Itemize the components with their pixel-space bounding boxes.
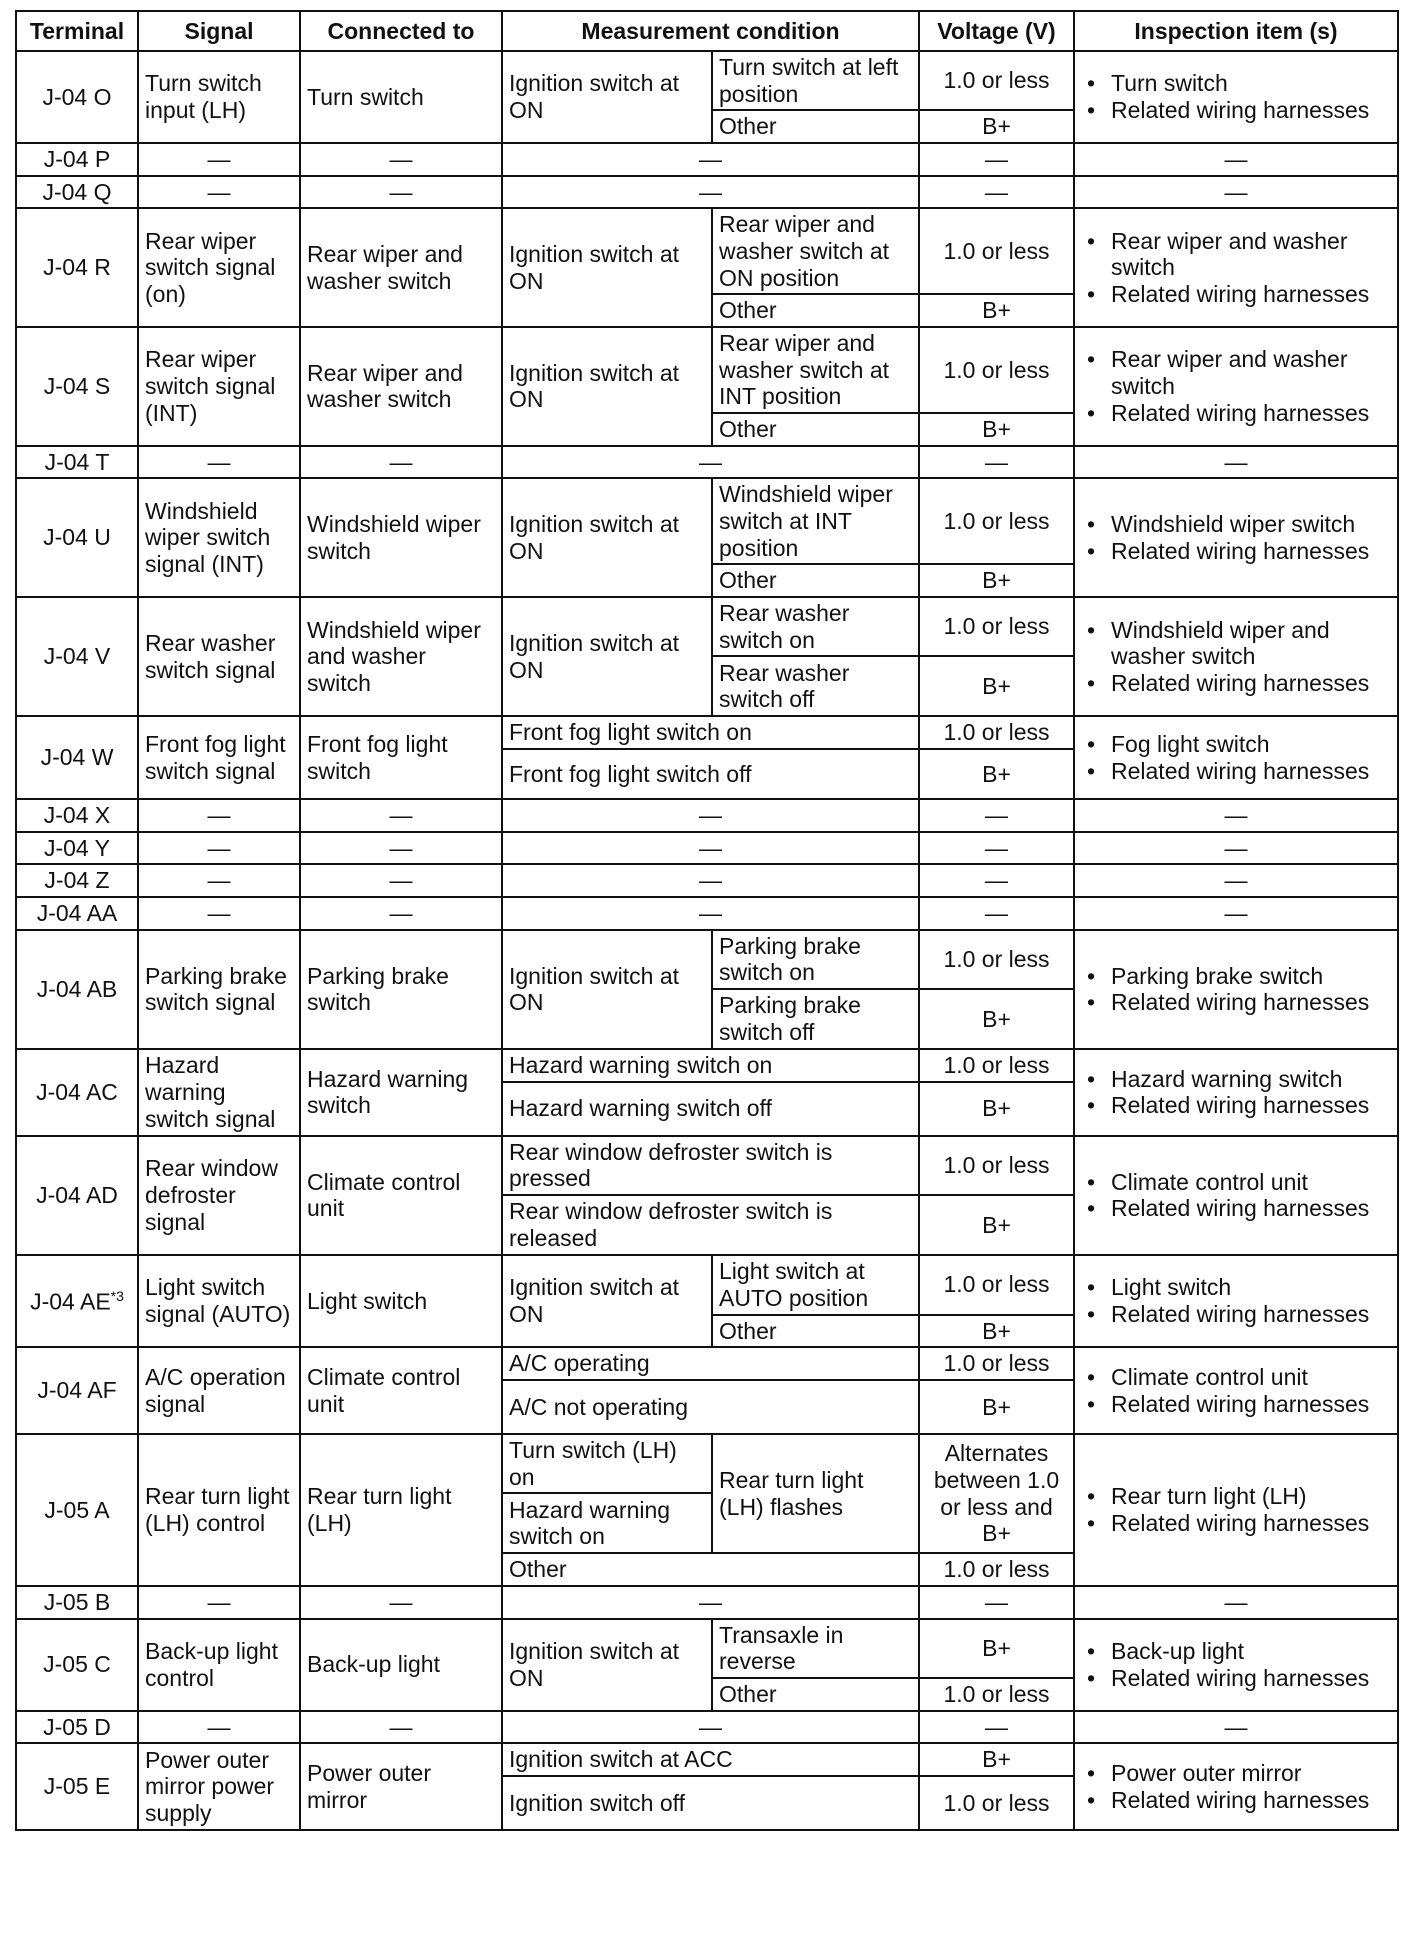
terminal-cell [16,1255,138,1347]
connected-to-cell: Rear turn light (LH) [300,1434,502,1586]
voltage-cell: 1.0 or less [919,208,1074,294]
header-terminal: Terminal [16,11,138,51]
table-row [16,176,1398,209]
table-row [16,1619,1398,1678]
inspection-item: • Climate control unit [1111,1169,1391,1196]
table-row [16,327,1398,413]
table-row [16,897,1398,930]
signal-cell: Windshield wiper switch signal (INT) [138,478,300,597]
dash-cell: — [919,1586,1074,1619]
connected-to-cell: Rear wiper and washer switch [300,327,502,446]
dash-cell: — [502,176,919,209]
inspection-item: • Windshield wiper and washer switch [1111,617,1391,670]
signal-cell: A/C operation signal [138,1347,300,1434]
condition-cell: Front fog light switch on [502,716,919,749]
inspection-item: • Related wiring harnesses [1111,1510,1391,1537]
dash-cell: — [138,832,300,865]
terminal-cell: J-04 AB [16,930,138,1049]
condition-cell: Other [712,1678,919,1711]
dash-cell: — [502,446,919,479]
inspection-list [1081,346,1391,426]
voltage-cell: Alternates between 1.0 or less and B+ [919,1434,1074,1553]
table-row [16,1743,1398,1776]
table-row [16,1347,1398,1380]
condition-main-cell: Ignition switch at ON [502,930,712,1049]
dash-cell: — [1074,446,1398,479]
terminal-cell: J-05 E [16,1743,138,1830]
connected-to-cell: Power outer mirror [300,1743,502,1830]
connected-to-cell: Light switch [300,1255,502,1347]
terminal-footnote: *3 [110,1287,124,1304]
dash-cell: — [138,1586,300,1619]
dash-cell: — [300,446,502,479]
terminal-cell: J-05 B [16,1586,138,1619]
voltage-cell: 1.0 or less [919,327,1074,413]
table-row [16,1434,1398,1493]
inspection-item: • Related wiring harnesses [1111,1301,1391,1328]
condition-cell: Hazard warning switch on [502,1049,919,1082]
condition-cell: Rear window defroster switch is released [502,1195,919,1255]
connected-to-cell: Back-up light [300,1619,502,1711]
inspection-list [1081,70,1391,123]
signal-cell: Light switch signal (AUTO) [138,1255,300,1347]
voltage-cell: 1.0 or less [919,930,1074,989]
table-row [16,597,1398,656]
terminal-cell: J-04 U [16,478,138,597]
inspection-cell [1074,1049,1398,1136]
dash-cell: — [138,143,300,176]
dash-cell: — [919,832,1074,865]
connected-to-cell: Windshield wiper switch [300,478,502,597]
dash-cell: — [300,143,502,176]
inspection-list [1081,1364,1391,1417]
condition-cell: Parking brake switch off [712,989,919,1049]
signal-cell: Rear window defroster signal [138,1136,300,1255]
dash-cell: — [138,864,300,897]
voltage-cell: B+ [919,110,1074,143]
condition-cell: A/C not operating [502,1380,919,1434]
inspection-cell [1074,51,1398,143]
inspection-item: • Light switch [1111,1274,1391,1301]
connected-to-cell: Climate control unit [300,1347,502,1434]
voltage-cell: B+ [919,1315,1074,1348]
condition-cell: Transaxle in reverse [712,1619,919,1678]
condition-cell: Hazard warning switch off [502,1082,919,1136]
inspection-item: • Rear wiper and washer switch [1111,228,1391,281]
voltage-cell: B+ [919,989,1074,1049]
dash-cell: — [300,799,502,832]
terminal-cell: J-04 P [16,143,138,176]
dash-cell: — [300,897,502,930]
inspection-item: • Hazard warning switch [1111,1066,1391,1093]
condition-cell: Windshield wiper switch at INT position [712,478,919,564]
inspection-item: • Related wiring harnesses [1111,400,1391,427]
inspection-cell [1074,1255,1398,1347]
condition-cell: Other [712,110,919,143]
terminal-cell: J-04 Q [16,176,138,209]
signal-cell: Rear wiper switch signal (on) [138,208,300,327]
dash-cell: — [1074,864,1398,897]
dash-cell: — [919,897,1074,930]
voltage-cell: B+ [919,413,1074,446]
header-row [16,11,1398,51]
connected-to-cell: Turn switch [300,51,502,143]
voltage-cell: B+ [919,1380,1074,1434]
connected-to-cell: Parking brake switch [300,930,502,1049]
dash-cell: — [300,176,502,209]
dash-cell: — [138,446,300,479]
voltage-cell: 1.0 or less [919,478,1074,564]
inspection-list [1081,731,1391,784]
voltage-cell: 1.0 or less [919,1049,1074,1082]
signal-cell: Rear wiper switch signal (INT) [138,327,300,446]
header-voltage: Voltage (V) [919,11,1074,51]
dash-cell: — [138,1711,300,1744]
table-row [16,864,1398,897]
terminal-cell: J-04 AA [16,897,138,930]
dash-cell: — [919,1711,1074,1744]
condition-cell: Rear wiper and washer switch at ON position [712,208,919,294]
connected-to-cell: Windshield wiper and washer switch [300,597,502,716]
table-row [16,799,1398,832]
table-row [16,208,1398,294]
inspection-item: • Parking brake switch [1111,963,1391,990]
inspection-list [1081,1169,1391,1222]
inspection-item: • Power outer mirror [1111,1760,1391,1787]
condition-cell: Light switch at AUTO position [712,1255,919,1314]
dash-cell: — [1074,832,1398,865]
condition-cell: Turn switch (LH) on [502,1434,712,1493]
inspection-item: • Related wiring harnesses [1111,989,1391,1016]
voltage-cell: B+ [919,1082,1074,1136]
dash-cell: — [1074,1586,1398,1619]
condition-main-cell: Ignition switch at ON [502,208,712,327]
inspection-item: • Rear wiper and washer switch [1111,346,1391,399]
voltage-cell: B+ [919,1619,1074,1678]
terminal-cell: J-04 X [16,799,138,832]
condition-cell: Other [712,1315,919,1348]
dash-cell: — [502,832,919,865]
inspection-list [1081,511,1391,564]
inspection-cell [1074,716,1398,799]
inspection-list [1081,1066,1391,1119]
inspection-cell [1074,1434,1398,1586]
condition-cell: Hazard warning switch on [502,1493,712,1553]
connected-to-cell: Rear wiper and washer switch [300,208,502,327]
terminal-cell: J-04 Z [16,864,138,897]
dash-cell: — [300,1586,502,1619]
inspection-item: • Rear turn light (LH) [1111,1483,1391,1510]
voltage-cell: 1.0 or less [919,597,1074,656]
condition-cell: Parking brake switch on [712,930,919,989]
terminal-cell: J-04 V [16,597,138,716]
terminal-cell: J-05 A [16,1434,138,1586]
voltage-cell: 1.0 or less [919,1776,1074,1830]
signal-cell: Rear washer switch signal [138,597,300,716]
table-row [16,478,1398,564]
condition-cell: Front fog light switch off [502,749,919,799]
voltage-cell: B+ [919,1743,1074,1776]
voltage-cell: 1.0 or less [919,1678,1074,1711]
condition-result-cell: Rear turn light (LH) flashes [712,1434,919,1553]
table-row [16,1136,1398,1195]
voltage-cell: 1.0 or less [919,51,1074,110]
inspection-item: • Related wiring harnesses [1111,758,1391,785]
connected-to-cell: Climate control unit [300,1136,502,1255]
voltage-cell: 1.0 or less [919,1553,1074,1586]
inspection-item: • Related wiring harnesses [1111,1391,1391,1418]
terminal-cell: J-04 AF [16,1347,138,1434]
condition-cell: Rear wiper and washer switch at INT position [712,327,919,413]
table-row [16,930,1398,989]
signal-cell: Parking brake switch signal [138,930,300,1049]
table-row [16,1711,1398,1744]
condition-cell: A/C operating [502,1347,919,1380]
voltage-cell: B+ [919,564,1074,597]
table-row [16,446,1398,479]
inspection-list [1081,1638,1391,1691]
inspection-item: • Related wiring harnesses [1111,1195,1391,1222]
inspection-cell [1074,1347,1398,1434]
dash-cell: — [300,1711,502,1744]
inspection-item: • Climate control unit [1111,1364,1391,1391]
voltage-cell: 1.0 or less [919,716,1074,749]
dash-cell: — [502,1711,919,1744]
terminal-inspection-table [15,10,1399,1831]
dash-cell: — [1074,897,1398,930]
inspection-item: • Related wiring harnesses [1111,538,1391,565]
condition-cell: Rear washer switch off [712,656,919,716]
condition-main-cell: Ignition switch at ON [502,1619,712,1711]
condition-cell: Other [712,294,919,327]
inspection-item: • Turn switch [1111,70,1391,97]
dash-cell: — [1074,799,1398,832]
voltage-cell: 1.0 or less [919,1136,1074,1195]
dash-cell: — [502,143,919,176]
table-row [16,1049,1398,1082]
inspection-list [1081,1483,1391,1536]
dash-cell: — [919,799,1074,832]
dash-cell: — [919,446,1074,479]
inspection-item: • Fog light switch [1111,731,1391,758]
signal-cell: Back-up light control [138,1619,300,1711]
voltage-cell: 1.0 or less [919,1347,1074,1380]
dash-cell: — [1074,143,1398,176]
signal-cell: Front fog light switch signal [138,716,300,799]
signal-cell: Turn switch input (LH) [138,51,300,143]
voltage-cell: B+ [919,749,1074,799]
inspection-list [1081,617,1391,697]
condition-main-cell: Ignition switch at ON [502,1255,712,1347]
inspection-item: • Related wiring harnesses [1111,1665,1391,1692]
inspection-item: • Related wiring harnesses [1111,281,1391,308]
terminal-cell: J-04 W [16,716,138,799]
connected-to-cell: Front fog light switch [300,716,502,799]
terminal-cell: J-04 O [16,51,138,143]
terminal-cell: J-04 Y [16,832,138,865]
dash-cell: — [300,864,502,897]
dash-cell: — [919,864,1074,897]
condition-cell: Other [712,564,919,597]
inspection-item: • Related wiring harnesses [1111,1092,1391,1119]
terminal-cell: J-05 D [16,1711,138,1744]
connected-to-cell: Hazard warning switch [300,1049,502,1136]
terminal-inspection-page [15,10,1399,1831]
condition-cell: Ignition switch at ACC [502,1743,919,1776]
header-connected-to: Connected to [300,11,502,51]
inspection-cell [1074,1619,1398,1711]
inspection-list [1081,228,1391,308]
inspection-item: • Related wiring harnesses [1111,670,1391,697]
condition-cell: Turn switch at left position [712,51,919,110]
terminal-label: J-04 AE [30,1288,111,1315]
table-row [16,1255,1398,1314]
condition-main-cell: Ignition switch at ON [502,478,712,597]
terminal-cell: J-04 AD [16,1136,138,1255]
table-row [16,1586,1398,1619]
dash-cell: — [138,799,300,832]
condition-main-cell: Ignition switch at ON [502,597,712,716]
dash-cell: — [919,176,1074,209]
inspection-list [1081,963,1391,1016]
inspection-item: • Windshield wiper switch [1111,511,1391,538]
signal-cell: Hazard warning switch signal [138,1049,300,1136]
voltage-cell: 1.0 or less [919,1255,1074,1314]
condition-cell: Rear window defroster switch is pressed [502,1136,919,1195]
condition-cell: Other [502,1553,919,1586]
inspection-list [1081,1760,1391,1813]
condition-main-cell: Ignition switch at ON [502,51,712,143]
dash-cell: — [1074,176,1398,209]
table-row [16,832,1398,865]
header-measurement-condition: Measurement condition [502,11,919,51]
condition-cell: Ignition switch off [502,1776,919,1830]
table-row [16,143,1398,176]
inspection-item: • Related wiring harnesses [1111,1787,1391,1814]
signal-cell: Rear turn light (LH) control [138,1434,300,1586]
inspection-cell [1074,327,1398,446]
voltage-cell: B+ [919,294,1074,327]
dash-cell: — [138,897,300,930]
signal-cell: Power outer mirror power supply [138,1743,300,1830]
inspection-cell [1074,478,1398,597]
dash-cell: — [1074,1711,1398,1744]
dash-cell: — [502,897,919,930]
table-row [16,716,1398,749]
condition-cell: Rear washer switch on [712,597,919,656]
voltage-cell: B+ [919,1195,1074,1255]
dash-cell: — [919,143,1074,176]
header-inspection-items: Inspection item (s) [1074,11,1398,51]
inspection-cell [1074,930,1398,1049]
dash-cell: — [138,176,300,209]
terminal-cell: J-04 AC [16,1049,138,1136]
table-row [16,51,1398,110]
terminal-cell: J-04 T [16,446,138,479]
inspection-cell [1074,208,1398,327]
dash-cell: — [300,832,502,865]
voltage-cell: B+ [919,656,1074,716]
header-signal: Signal [138,11,300,51]
inspection-item: • Back-up light [1111,1638,1391,1665]
inspection-item: • Related wiring harnesses [1111,97,1391,124]
dash-cell: — [502,1586,919,1619]
condition-cell: Other [712,413,919,446]
dash-cell: — [502,864,919,897]
condition-main-cell: Ignition switch at ON [502,327,712,446]
terminal-cell: J-04 S [16,327,138,446]
terminal-cell: J-05 C [16,1619,138,1711]
inspection-list [1081,1274,1391,1327]
terminal-cell: J-04 R [16,208,138,327]
dash-cell: — [502,799,919,832]
inspection-cell [1074,1136,1398,1255]
inspection-cell [1074,597,1398,716]
inspection-cell [1074,1743,1398,1830]
